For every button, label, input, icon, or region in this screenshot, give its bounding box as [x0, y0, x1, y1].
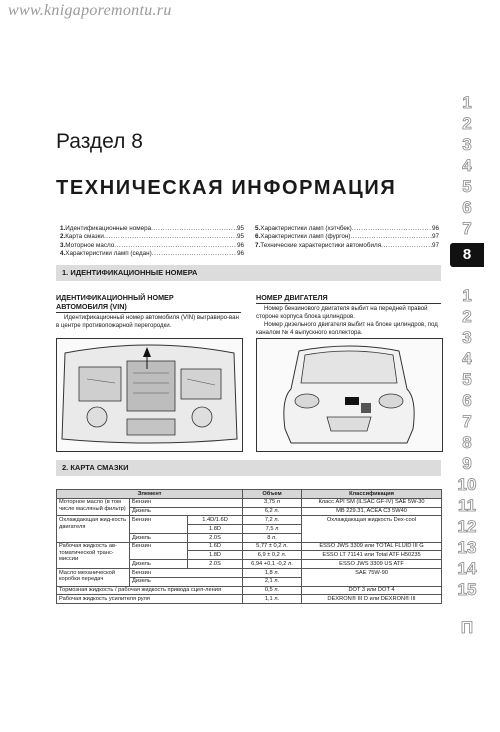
table-header-row	[57, 490, 442, 499]
toc-item[interactable]: 1. Идентификационные номера ..... 95	[60, 225, 244, 233]
table-row: Охлаждающая жид-кость двигателя Бензин 1.4D/1.6D 7,2 л. Охлаждающая жидкость Dex-cool	[57, 516, 442, 525]
table-row: 1.8D 6,9 ± 0,2 л. ESSO LT 71141 или Total ATF H50235	[57, 551, 442, 560]
toc-item[interactable]: 6. Характеристики ламп (фургон) ..... 97	[255, 233, 439, 241]
chapter-tab[interactable]: 15	[457, 580, 477, 599]
toc-left	[60, 225, 244, 259]
toc-item[interactable]: 2. Карта смазки ..... 95	[60, 233, 244, 241]
chapter-tab[interactable]: 10	[457, 475, 477, 494]
table-row: Дизель 6,2 л. MB 229.31, ACEA C3 5W40	[57, 507, 442, 516]
section-label: Раздел 8	[56, 130, 143, 153]
chapter-tab[interactable]: 7	[462, 219, 472, 238]
divider	[56, 312, 241, 313]
page-title: ТЕХНИЧЕСКАЯ ИНФОРМАЦИЯ	[56, 177, 397, 199]
column-header: Объем	[243, 490, 302, 499]
chapter-tab[interactable]: 12	[457, 517, 477, 536]
vin-heading: ИДЕНТИФИКАЦИОННЫЙ НОМЕР АВТОМОБИЛЯ (VIN)	[56, 293, 174, 311]
chapter-tab[interactable]: 11	[458, 496, 476, 515]
car-front-drawing	[257, 339, 442, 451]
table-row: Рабочая жидкость усилителя руля 1,1 л. DEXRON® III D или DEXRON® III	[57, 595, 442, 604]
toc-item[interactable]: 4. Характеристики ламп (седан) ..... 96	[60, 250, 244, 258]
section-band-identification: 1. ИДЕНТИФИКАЦИОННЫЕ НОМЕРА	[56, 265, 441, 281]
chapter-tab[interactable]: 2	[462, 307, 472, 326]
engine-bay-illustration	[56, 338, 243, 452]
watermark-text: www.knigaporemontu.ru	[8, 2, 172, 19]
engine-bay-drawing	[57, 339, 242, 451]
table-row: Дизель 2.0S 6,94 +0,1 -0,2 л. ESSO JWS 3309 US ATF	[57, 560, 442, 569]
toc-item[interactable]: 7. Технические характеристики автомобиля ..... 97	[255, 242, 439, 250]
engine-description-petrol: Номер бензинового двигателя выбит на передней правой стороне корпуса блока цилиндров.	[256, 305, 428, 320]
table-row: 1.8D 7,5 л	[57, 525, 442, 534]
chapter-tab[interactable]: 1	[462, 93, 472, 112]
engine-number-heading: НОМЕР ДВИГАТЕЛЯ	[256, 293, 328, 302]
chapter-tab[interactable]: 2	[462, 114, 472, 133]
toc-right	[255, 225, 439, 250]
chapter-tab[interactable]: 6	[462, 391, 472, 410]
column-header: Классификация	[302, 490, 442, 499]
chapter-tab-active[interactable]: 8	[450, 243, 484, 267]
chapter-tab[interactable]: 14	[457, 559, 477, 578]
table-row: Рабочая жидкость ав-томатической транс-миссии Бензин 1.6D 5,77 ± 0,2 л. ESSO JWS 3309 или TOTAL FLUID III G	[57, 542, 442, 551]
lubrication-table	[56, 489, 442, 604]
chapter-tab[interactable]: 5	[462, 370, 472, 389]
section-band-lubrication: 2. КАРТА СМАЗКИ	[56, 460, 441, 476]
chapter-tab[interactable]: 4	[462, 349, 472, 368]
chapter-tab[interactable]: 9	[462, 454, 472, 473]
vin-description: Идентификационный номер автомобиля (VIN) выгравиро-ван в центре противопожарной перегородки.	[56, 314, 239, 329]
chapter-tab[interactable]: 13	[457, 538, 477, 557]
toc-item[interactable]: 3. Моторное масло ..... 96	[60, 242, 244, 250]
chapter-tab[interactable]: 3	[462, 135, 472, 154]
toc-item[interactable]: 5. Характеристики ламп (хэтчбек) ..... 96	[255, 225, 439, 233]
chapter-tab[interactable]: 4	[462, 156, 472, 175]
chapter-tab[interactable]: 3	[462, 328, 472, 347]
chapter-tab[interactable]: 1	[462, 286, 472, 305]
chapter-tab[interactable]: 8	[462, 433, 472, 452]
table-row: Дизель 2.0S 8 л.	[57, 533, 442, 542]
divider	[256, 303, 441, 304]
chapter-tab-appendix[interactable]: П	[460, 618, 474, 637]
chapter-tab[interactable]: 5	[462, 177, 472, 196]
table-row: Масло механической коробки передач Бензин 1,8 л. SAE 75W-90	[57, 569, 442, 578]
engine-description-diesel: Номер дизельного двигателя выбит на блоке цилиндров, под каналом № 4 выпускного коллектора.	[256, 321, 438, 336]
chapter-tab[interactable]: 7	[462, 412, 472, 431]
table-row: Тормозная жидкость / рабочая жидкость привода сцеп-ления 0,5 л. DOT 3 или DOT 4	[57, 586, 442, 595]
table-row: Моторное масло (в том числе масляный фильтр) Бензин 3,75 л Класс API SM (ILSAC GF-IV) SAE 5W-30	[57, 498, 442, 507]
chapter-tab[interactable]: 6	[462, 198, 472, 217]
car-front-illustration	[256, 338, 443, 452]
column-header: Элемент	[57, 490, 243, 499]
table-row: Дизель 2,1 л.	[57, 577, 442, 586]
